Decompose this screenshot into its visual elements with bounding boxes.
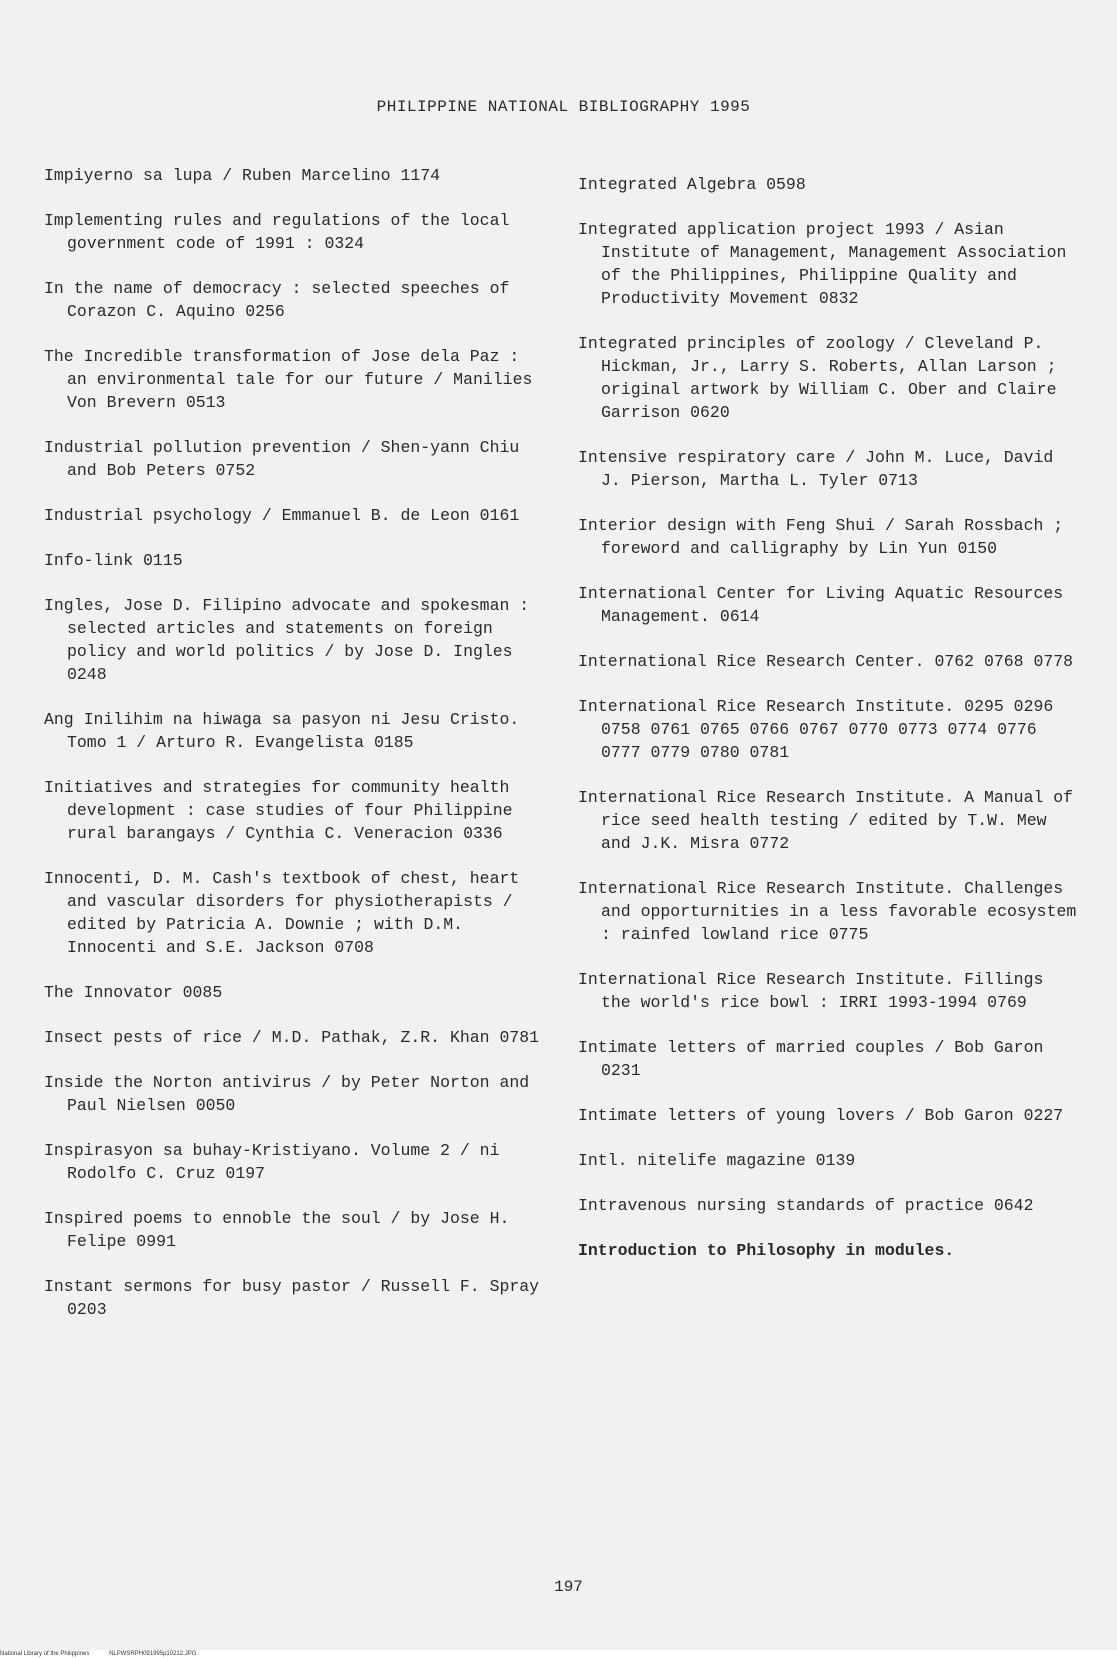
- list-item: Intensive respiratory care / John M. Luce, David J. Pierson, Martha L. Tyler 0713: [578, 448, 1054, 490]
- list-item: International Rice Research Institute. Challenges and opporturnities in a less favorable ecosystem : rainfed lowland rice 0775: [578, 879, 1077, 944]
- list-item: Instant sermons for busy pastor / Russell F. Spray 0203: [44, 1277, 540, 1319]
- list-item: Insect pests of rice / M.D. Pathak, Z.R. Khan 0781: [44, 1028, 540, 1047]
- list-item: Intimate letters of married couples / Bob Garon 0231: [578, 1038, 1044, 1080]
- list-item: Inspired poems to ennoble the soul / by Jose H. Felipe 0991: [44, 1209, 510, 1251]
- list-item: The Incredible transformation of Jose dela Paz : an environmental tale for our future / Manilies Von Brevern 0513: [44, 347, 533, 412]
- list-item: Intravenous nursing standards of practice 0642: [578, 1196, 1034, 1215]
- list-item: Implementing rules and regulations of the local government code of 1991 : 0324: [44, 211, 510, 253]
- footer-library: National Library of the Philippines: [0, 1651, 90, 1657]
- list-item: The Innovator 0085: [44, 983, 223, 1002]
- list-item: Inspirasyon sa buhay-Kristiyano. Volume 2 / ni Rodolfo C. Cruz 0197: [44, 1141, 500, 1183]
- scan-footer: [0, 1650, 1117, 1658]
- list-item: International Rice Research Center. 0762 0768 0778: [578, 652, 1074, 671]
- list-item: In the name of democracy : selected speeches of Corazon C. Aquino 0256: [44, 279, 510, 321]
- list-item: Integrated Algebra 0598: [578, 175, 806, 194]
- list-item: Interior design with Feng Shui / Sarah Rossbach ; foreword and calligraphy by Lin Yun 0150: [578, 516, 1064, 558]
- list-item: Initiatives and strategies for community health development : case studies of four Philippine rural barangays / Cynthia C. Veneracion 0336: [44, 778, 513, 843]
- list-item: Integrated principles of zoology / Cleveland P. Hickman, Jr., Larry S. Roberts, Allan Larson ; original artwork by William C. Ober and Claire Garrison 0620: [578, 334, 1057, 422]
- page-title: PHILIPPINE NATIONAL BIBLIOGRAPHY 1995: [376, 98, 751, 116]
- list-item: Innocenti, D. M. Cash's textbook of chest, heart and vascular disorders for physiotherapists / edited by Patricia A. Downie ; with D.M. Innocenti and S.E. Jackson 0708: [44, 869, 520, 957]
- left-column: [44, 164, 544, 1343]
- list-item: International Center for Living Aquatic Resources Management. 0614: [578, 584, 1064, 626]
- list-item: Ingles, Jose D. Filipino advocate and spokesman : selected articles and statements on foreign policy and world politics / by Jose D. Ingles 0248: [44, 596, 530, 684]
- list-item: Intimate letters of young lovers / Bob Garon 0227: [578, 1106, 1064, 1125]
- list-item: International Rice Research Institute. Fillings the world's rice bowl : IRRI 1993-1994 0769: [578, 970, 1044, 1012]
- list-item: Industrial pollution prevention / Shen-yann Chiu and Bob Peters 0752: [44, 438, 520, 480]
- list-item: Ang Inilihim na hiwaga sa pasyon ni Jesu Cristo. Tomo 1 / Arturo R. Evangelista 0185: [44, 710, 520, 752]
- list-item: Industrial psychology / Emmanuel B. de Leon 0161: [44, 506, 520, 525]
- list-item: Intl. nitelife magazine 0139: [578, 1151, 856, 1170]
- list-item: International Rice Research Institute. A Manual of rice seed health testing / edited by T.W. Mew and J.K. Misra 0772: [578, 788, 1074, 853]
- right-column: [578, 173, 1078, 1284]
- list-item: Impiyerno sa lupa / Ruben Marcelino 1174: [44, 166, 441, 185]
- list-item: Introduction to Philosophy in modules.: [578, 1241, 955, 1260]
- list-item: Integrated application project 1993 / Asian Institute of Management, Management Association of the Philippines, Philippine Quality and Productivity Movement 0832: [578, 220, 1067, 308]
- page-number: 197: [554, 1578, 583, 1596]
- list-item: Info-link 0115: [44, 551, 183, 570]
- list-item: Inside the Norton antivirus / by Peter Norton and Paul Nielsen 0050: [44, 1073, 530, 1115]
- footer-file-id: NLPWSRPH091995p10212.JPG: [109, 1651, 197, 1657]
- list-item: International Rice Research Institute. 0295 0296 0758 0761 0765 0766 0767 0770 0773 0774 0776 0777 0779 0780 0781: [578, 697, 1054, 762]
